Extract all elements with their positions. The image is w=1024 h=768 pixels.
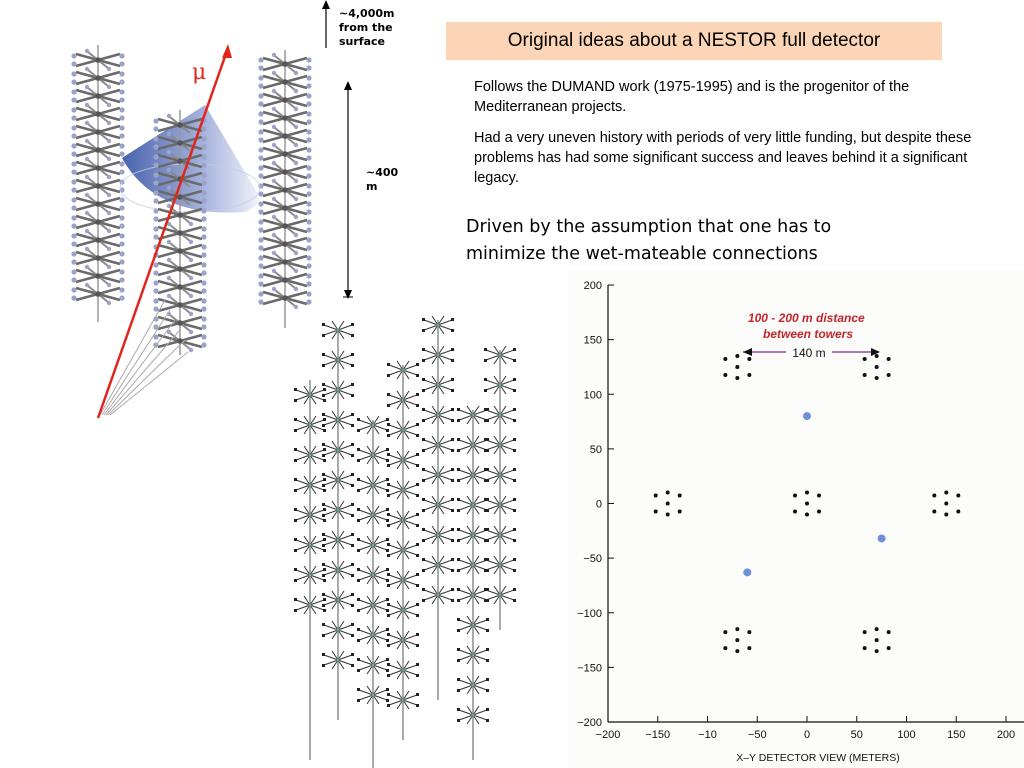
- depth-label: ~4,000m from the surface: [339, 7, 395, 48]
- tower-point: [932, 510, 936, 514]
- tower-left: [71, 45, 124, 322]
- tower-point: [666, 502, 670, 506]
- tower-point: [944, 513, 948, 517]
- x-tick-label: −50: [747, 729, 767, 741]
- height-arrow: [343, 81, 353, 299]
- tower-point: [875, 649, 879, 653]
- tower-point: [956, 510, 960, 514]
- y-tick-label: 200: [583, 280, 602, 292]
- tower-point: [666, 491, 670, 495]
- tower-point: [956, 494, 960, 498]
- driven-text: Driven by the assumption that one has to minimize the wet-mateable connections: [466, 217, 832, 264]
- array-tower-5: [422, 316, 454, 700]
- y-tick-label: −50: [583, 553, 602, 566]
- muon-track: [98, 48, 228, 418]
- tower-right: [258, 50, 311, 328]
- tower-point: [863, 630, 867, 634]
- tower-point: [654, 494, 658, 498]
- x-tick-label: 100: [897, 729, 916, 741]
- slide-title: Original ideas about a NESTOR full detector: [446, 22, 942, 60]
- tower-point: [863, 373, 867, 377]
- tower-point: [654, 510, 658, 514]
- tower-point: [875, 376, 879, 380]
- tower-point: [747, 646, 751, 650]
- tower-point: [666, 513, 670, 517]
- y-tick-label: 100: [583, 389, 602, 402]
- height-label: ~400 m: [366, 166, 399, 193]
- y-tick-label: 50: [589, 443, 602, 456]
- paragraph-history: Had a very uneven history with periods of very little funding, but despite these problems has had some significant success and leaves behind it a significant legacy.: [474, 130, 972, 186]
- tower-point: [735, 376, 739, 380]
- xy-detector-plot: [568, 270, 1024, 768]
- plot-annotation-line1: 100 - 200 m distance: [747, 311, 865, 325]
- array-tower-2: [322, 321, 354, 720]
- tower-array-drawing: [288, 300, 528, 768]
- tower-point: [875, 638, 879, 642]
- tower-point: [875, 365, 879, 369]
- tower-point: [805, 502, 809, 506]
- laser-point: [803, 412, 811, 420]
- tower-point: [817, 494, 821, 498]
- laser-point: [878, 534, 886, 542]
- tower-point: [863, 646, 867, 650]
- tower-point: [793, 494, 797, 498]
- paragraph-dumand: Follows the DUMAND work (1975-1995) and is the progenitor of the Mediterranean projects.: [474, 79, 910, 115]
- plot-annotation-line2: between towers: [762, 327, 854, 341]
- tower-point: [747, 630, 751, 634]
- tower-point: [887, 646, 891, 650]
- array-tower-7: [484, 346, 516, 630]
- tower-point: [817, 510, 821, 514]
- tower-point: [678, 494, 682, 498]
- tower-point: [723, 646, 727, 650]
- tower-point: [735, 354, 739, 358]
- tower-point: [793, 510, 797, 514]
- tower-point: [735, 649, 739, 653]
- laser-point: [743, 568, 751, 576]
- tower-point: [678, 510, 682, 514]
- tower-point: [887, 373, 891, 377]
- x-tick-label: 150: [947, 729, 966, 741]
- tower-point: [747, 373, 751, 377]
- tower-point: [875, 627, 879, 631]
- y-tick-label: −150: [577, 662, 602, 675]
- array-tower-6: [457, 406, 489, 760]
- tower-point: [723, 373, 727, 377]
- tower-point: [944, 502, 948, 506]
- tower-point: [747, 357, 751, 361]
- distance-label: 140 m: [792, 346, 826, 360]
- tower-point: [735, 638, 739, 642]
- tower-point: [944, 491, 948, 495]
- y-tick-label: −100: [577, 607, 602, 620]
- anchor-cables: [100, 300, 188, 415]
- tower-point: [805, 491, 809, 495]
- y-tick-label: 150: [583, 334, 602, 347]
- y-tick-label: 0: [595, 498, 602, 511]
- muon-symbol: μ: [192, 60, 207, 85]
- depth-arrow: [322, 0, 330, 48]
- x-tick-label: 200: [996, 729, 1016, 741]
- x-tick-label: −150: [645, 729, 671, 741]
- x-tick-label: −10: [698, 729, 717, 741]
- tower-point: [875, 354, 879, 358]
- x-tick-label: 0: [803, 729, 811, 741]
- tower-point: [863, 357, 867, 361]
- x-tick-label: 50: [850, 729, 863, 741]
- y-tick-label: −200: [577, 717, 602, 729]
- array-tower-1: [294, 380, 326, 760]
- tower-point: [887, 630, 891, 634]
- tower-point: [735, 627, 739, 631]
- muon-arrowhead: [222, 44, 232, 58]
- x-tick-label: −200: [595, 729, 621, 741]
- array-tower-3: [357, 416, 389, 768]
- tower-point: [887, 357, 891, 361]
- tower-point: [723, 357, 727, 361]
- tower-point: [805, 513, 809, 517]
- x-axis-label: X–Y DETECTOR VIEW (METERS): [736, 752, 900, 764]
- tower-point: [735, 365, 739, 369]
- array-tower-4: [387, 361, 419, 740]
- tower-point: [932, 494, 936, 498]
- tower-point: [723, 630, 727, 634]
